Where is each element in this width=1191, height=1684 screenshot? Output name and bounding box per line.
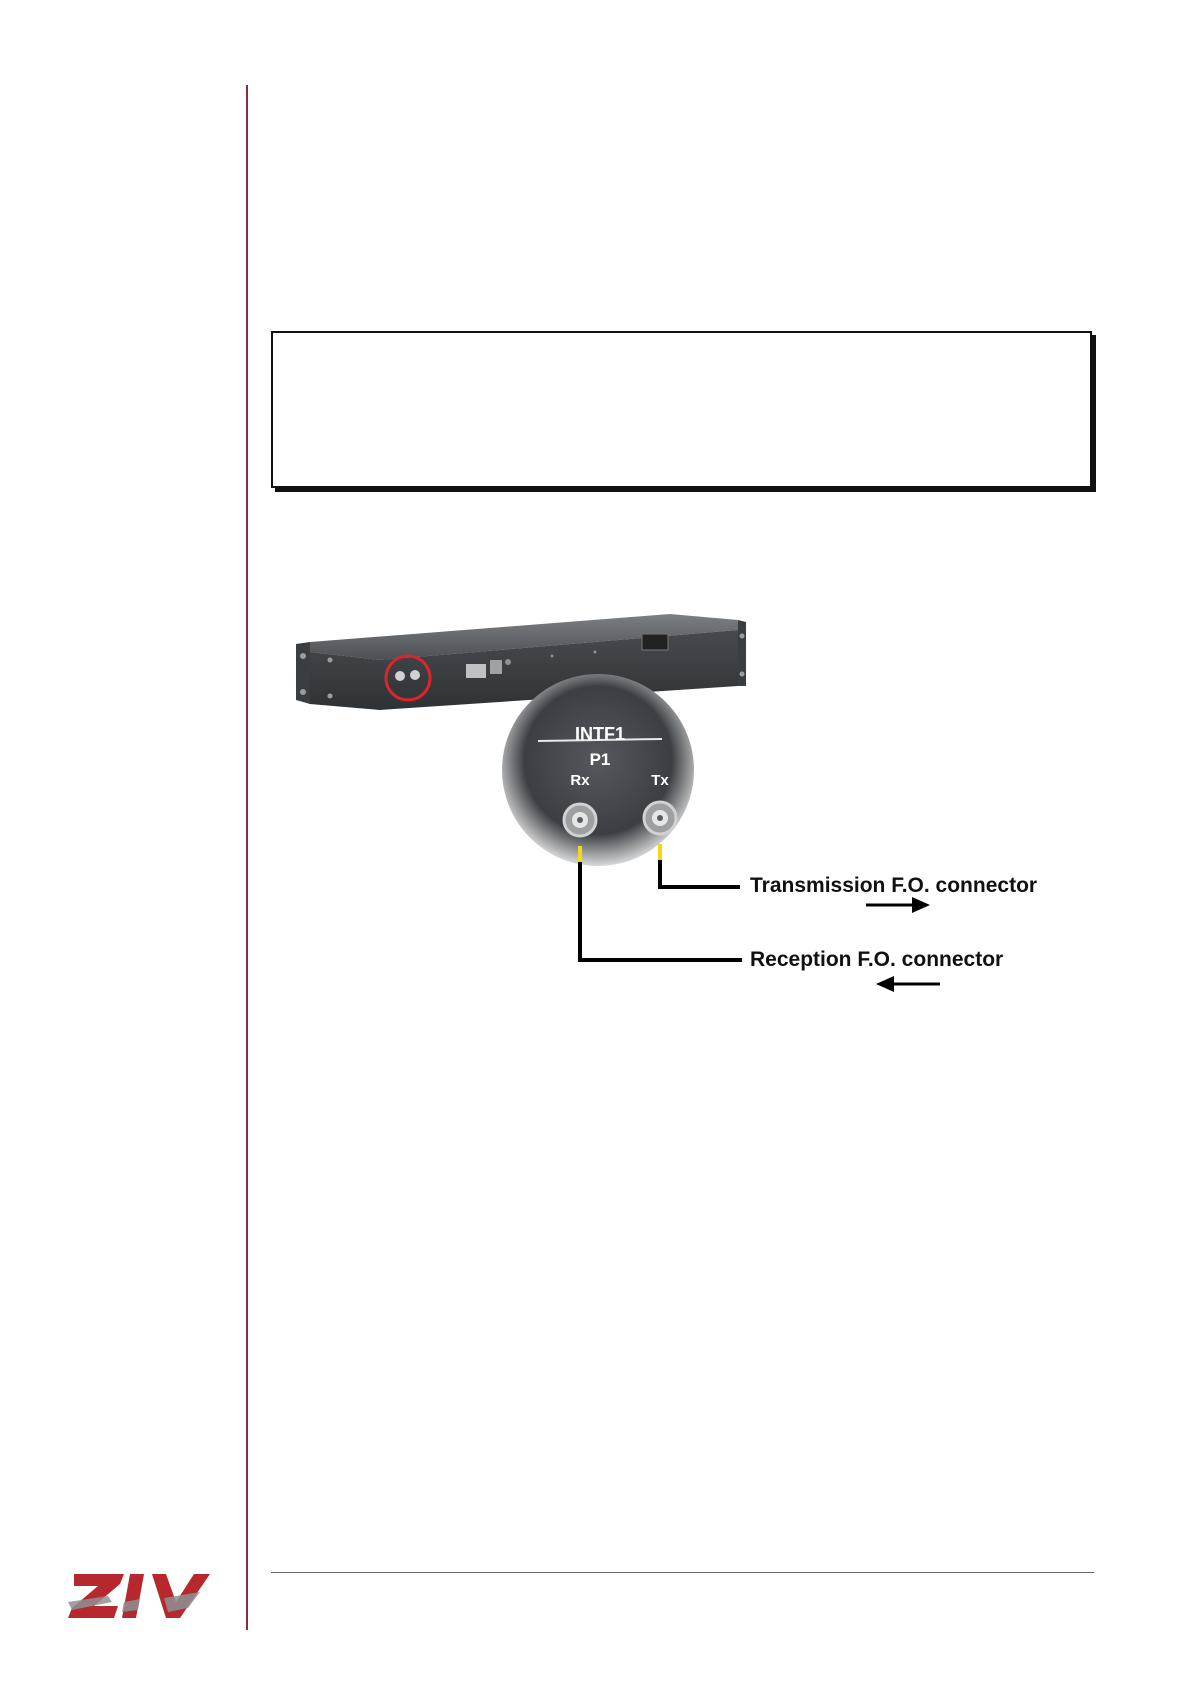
- leader-lines: [580, 860, 742, 960]
- zoom-port-label: P1: [589, 750, 611, 769]
- transmission-connector-label: Transmission F.O. connector: [750, 874, 1038, 897]
- rack-device: [296, 614, 746, 710]
- tx-label: Tx: [651, 772, 669, 789]
- ziv-logo-mark: [68, 1572, 218, 1620]
- note-box: [271, 331, 1092, 488]
- rx-connector: [564, 804, 596, 836]
- rx-label: Rx: [570, 772, 590, 789]
- footer-rule: [271, 1572, 1094, 1573]
- transmission-arrow: [866, 897, 930, 913]
- reception-connector-label: Reception F.O. connector: [750, 948, 1004, 971]
- left-margin-rule: [246, 85, 248, 1630]
- reception-arrow: [876, 976, 940, 992]
- zoom-bubble: [502, 674, 694, 868]
- ziv-logo: [68, 1572, 218, 1625]
- connector-figure: [290, 600, 1090, 1020]
- tx-connector: [644, 802, 676, 834]
- zoom-title: INTF1: [574, 724, 625, 744]
